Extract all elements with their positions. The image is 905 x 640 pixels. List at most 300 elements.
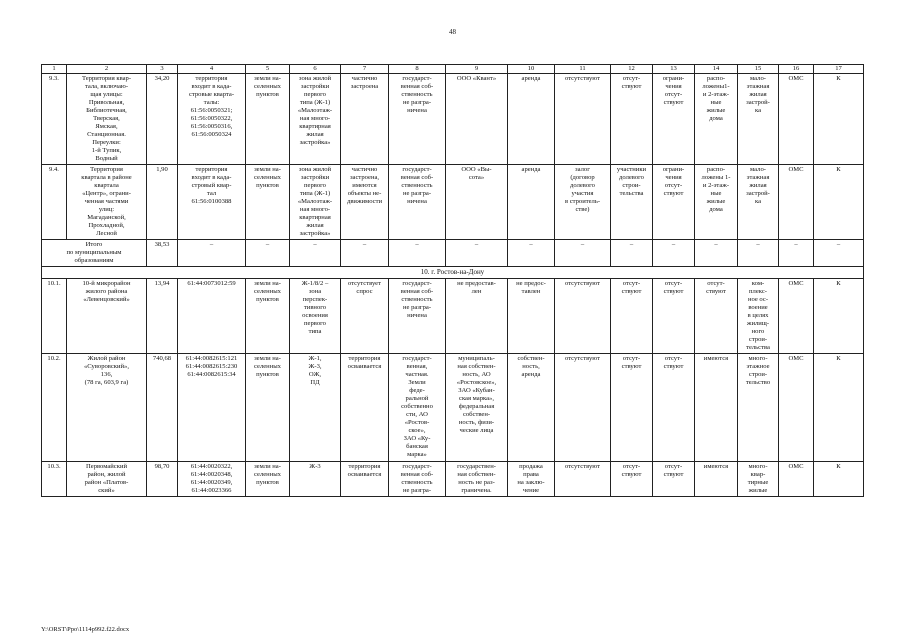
cell-line: квар- [750,470,766,478]
table-cell [446,278,508,353]
cell-line: и 2-этаж- [702,181,730,189]
cell-line: земли на- [254,74,281,82]
table-cell [738,354,779,461]
column-number: 16 [779,65,814,74]
cell-line: по муниципальным [66,249,122,257]
table-cell [508,278,555,353]
cell-line: имеются [703,462,729,470]
cell-line: строи- [748,336,768,344]
cell-line: Ж-1/8/2 – [301,279,329,287]
cell-line: частично [351,74,378,82]
cell-line: зона жилой [298,165,332,173]
table-cell [695,461,738,496]
cell-line: отсут- [664,355,683,363]
cell-line: 10.1. [47,279,61,287]
cell-line: застрой- [746,190,770,198]
table-row [42,354,864,461]
table-cell [147,461,178,496]
cell-line: 61:44:0082615:230 [185,363,238,371]
table-cell [147,278,178,353]
cell-line: тирные [747,478,769,486]
cell-line: 740,68 [152,355,172,363]
table-cell [178,354,246,461]
cell-line: этажное [746,363,770,371]
cell-line: 10-й микрорайон [82,279,131,287]
column-number: 7 [341,65,389,74]
cell-line: ОМС [788,74,804,82]
cell-line: пунктов [256,90,279,98]
cell-line: К [836,165,841,173]
column-number: 2 [67,65,147,74]
cell-line: ная много- [299,114,331,122]
table-cell [508,461,555,496]
cell-line: жилая [306,222,324,230]
cell-line: ское», [408,427,426,435]
cell-line: долевого [619,173,644,181]
table-cell [341,73,389,164]
cell-line: ствуют [706,287,726,295]
table-cell [555,73,611,164]
table-cell [42,278,67,353]
column-number: 11 [555,65,611,74]
cell-line: государст- [402,74,432,82]
cell-line: в строитель- [564,198,601,206]
cell-line: Земли [408,379,426,387]
cell-line: отсутствуют [565,279,600,287]
cell-line: ствуют [621,470,642,478]
table-cell [814,164,864,239]
table-cell [341,461,389,496]
cell-line: Привольная, [88,98,125,106]
cell-line: ОМС [788,462,804,470]
cell-line: земли на- [254,165,281,173]
cell-line: не разгра- [402,98,432,106]
cell-line: залог [575,165,590,173]
cell-line: квартала в районе [81,173,132,181]
column-number: 14 [695,65,738,74]
table-cell [446,354,508,461]
cell-line: ствуют [621,287,642,295]
dash-cell: – [555,240,611,267]
cell-line: ограни- [662,165,685,173]
cell-line: пунктов [256,295,279,303]
cell-line: не разгра- [402,486,432,494]
cell-line: ческие лица [459,427,494,435]
dash-cell: – [611,240,653,267]
cell-line: ная собствен- [457,363,496,371]
cell-line: лен [471,287,482,295]
cell-line: ствуют [663,287,684,295]
table-cell [611,73,653,164]
cell-line: район «Платов- [84,478,129,486]
cell-line: Водный [95,154,118,162]
cell-line: ская марка», [459,395,494,403]
cell-line: венная соб- [400,470,434,478]
table-cell [341,164,389,239]
cell-line: тельства [619,190,644,198]
cell-line: жилого района [85,287,128,295]
cell-line: застройка» [299,230,331,238]
table-cell [246,354,290,461]
cell-line: чение [522,486,540,494]
cell-line: тивного [303,303,327,311]
cell-line: «Центр», ограни- [82,190,131,198]
cell-line: ность, [522,363,540,371]
cell-line: Магаданской, [87,214,126,222]
cell-line: плекс- [749,287,767,295]
cell-line: застроена [350,82,379,90]
cell-line: К [836,355,841,363]
cell-line: участники [616,165,647,173]
cell-line: отсутствуют [565,74,600,82]
cell-line: застрой- [746,98,770,106]
cell-line: улиц: [98,206,115,214]
column-number-row [42,65,864,74]
table-cell [290,354,341,461]
cell-line: 61:44:0073012:59 [187,279,236,287]
cell-line: 61:44:0020322, [190,462,233,470]
table-cell [653,461,695,496]
table-cell [653,354,695,461]
cell-line: распо- [706,165,726,173]
cell-line: 98,70 [154,462,170,470]
cell-line: ность не раз- [458,478,495,486]
cell-line: ограни- [662,74,685,82]
column-number: 15 [738,65,779,74]
cell-line: ПД [310,379,320,387]
table-cell [341,354,389,461]
table-cell [611,164,653,239]
cell-line: отсут- [664,279,683,287]
cell-line: ственность [401,90,433,98]
table-cell [246,461,290,496]
cell-line: не разгра- [402,303,432,311]
table-cell [246,278,290,353]
cell-line: ствуют [621,363,642,371]
cell-line: долевого [570,181,595,189]
table-cell [508,73,555,164]
cell-line: отсут- [664,462,683,470]
column-number: 3 [147,65,178,74]
cell-line: тельства [746,344,770,352]
cell-line: селенных [254,173,281,181]
cell-line: ные [710,190,722,198]
cell-line: граничена. [461,486,492,494]
cell-line: Прохладной, [88,222,125,230]
cell-line: Первомайский [86,462,127,470]
cell-line: феде- [409,387,425,395]
cell-line: собственно [401,403,433,411]
cell-line: ложены 1- [701,173,731,181]
cell-line: ность, АО [462,371,491,379]
table-cell [290,461,341,496]
cell-line: Территория [90,165,123,173]
table-cell [555,278,611,353]
cell-line: воение [748,303,768,311]
table-cell [389,354,446,461]
cell-line: Ямская, [95,122,118,130]
cell-line: типа (Ж-1) [299,190,331,198]
table-row [42,164,864,239]
table-cell [147,164,178,239]
cell-line: территория [195,165,228,173]
cell-line: 10.3. [47,462,61,470]
cell-line: ский» [98,486,115,494]
cell-line: пунктов [256,181,279,189]
cell-line: ствуют [663,190,684,198]
cell-line: строи- [748,371,768,379]
cell-line: венная соб- [400,173,434,181]
cell-line: отсут- [622,279,641,287]
cell-line: 61:56:0050321; [190,106,233,114]
table-cell [814,73,864,164]
cell-line: государствен- [457,462,496,470]
cell-line: 61:44:0020349, [190,478,233,486]
cell-line: селенных [254,470,281,478]
cell-line: первого [304,319,326,327]
cell-line: ничена [407,106,427,114]
table-cell [779,354,814,461]
cell-line: сти, АО [406,411,428,419]
total-row [42,240,864,267]
table-cell [67,278,147,353]
cell-line: ственность [401,478,433,486]
cell-line: Территория квар- [81,74,132,82]
cell-line: жилые [706,198,726,206]
cell-line: зона жилой [298,74,332,82]
cell-line: отсут- [622,462,641,470]
cell-line: венная, [406,363,428,371]
cell-line: осваивается [347,363,382,371]
column-number: 12 [611,65,653,74]
dash-cell: – [246,240,290,267]
table-cell [555,461,611,496]
cell-line: территория [348,355,381,363]
cell-line: квартала [94,181,119,189]
cell-line: 61:44:0082615:121 [185,355,238,363]
cell-line: 9.4. [49,165,59,173]
cell-line: сота» [468,173,485,181]
table-cell [611,461,653,496]
page-number: 48 [449,28,456,36]
cell-line: дома [709,206,723,214]
cell-line: ком- [751,279,765,287]
cell-line: жилищ- [746,319,770,327]
cell-line: район, жилой [87,470,126,478]
cell-line: 34,20 [154,74,170,82]
cell-line: территория [195,74,228,82]
cell-line: ственность [401,181,433,189]
cell-line: ложены1- [702,82,730,90]
cell-line: 136, [100,371,113,379]
table-row [42,278,864,353]
table-cell [814,278,864,353]
table-cell [779,278,814,353]
cell-line: 61:44:0082615:34 [187,371,236,379]
cell-line: жилые [748,486,768,494]
dash-cell: – [695,240,738,267]
cell-line: тал [206,190,217,198]
cell-line: отсутствуют [565,355,600,363]
table-cell [389,461,446,496]
cell-line: 61:56:0100388 [191,198,232,206]
cell-line: государст- [402,462,432,470]
column-number: 17 [814,65,864,74]
table-cell [814,354,864,461]
cell-line: ствуют [663,363,684,371]
cell-line: этажная [746,173,770,181]
table-cell [67,461,147,496]
cell-line: государст- [402,279,432,287]
cell-line: ченная частями [84,198,129,206]
cell-line: ЗАО «Кубан- [458,387,495,395]
cell-line: ОЖ, [308,371,322,379]
table-cell [446,164,508,239]
cell-line: государст- [402,165,432,173]
cell-line: «Левенцовский» [83,295,130,303]
cell-line: банская [406,443,428,451]
cell-line: входит в када- [191,173,232,181]
column-number: 1 [42,65,67,74]
cell-line: Ж-3 [309,462,321,470]
cell-line: Жилой район [87,355,126,363]
cell-line: много- [748,462,768,470]
cell-line: участия [571,190,594,198]
cell-line: пунктов [256,371,279,379]
cell-line: венная соб- [400,82,434,90]
table-cell [178,73,246,164]
cell-line: (78 га, 603,9 га) [84,379,129,387]
table-cell [67,354,147,461]
table-cell [341,278,389,353]
column-number: 9 [446,65,508,74]
table-row [42,461,864,496]
column-number: 10 [508,65,555,74]
cell-line: К [836,74,841,82]
cell-line: ственность [401,295,433,303]
cell-line: 61:44:0023366 [191,486,232,494]
cell-line: ствуют [663,470,684,478]
table-cell [42,461,67,496]
table-cell [446,73,508,164]
cell-line: щая улицы: [90,90,123,98]
table-cell [67,164,147,239]
cell-line: ничена [407,198,427,206]
table-cell [653,73,695,164]
cell-line: отсутствует [348,279,381,287]
cell-line: ного [751,328,765,336]
table-cell [611,354,653,461]
cell-line: жилые [706,106,726,114]
cell-line: «Ростов- [404,419,430,427]
section-row [42,267,864,279]
cell-line: ствуют [663,98,684,106]
cell-line: ная собствен- [457,470,496,478]
cell-line: государст- [402,355,432,363]
cell-line: 61:56:0050324 [191,130,232,138]
cell-line: аренда [521,74,541,82]
cell-line: собствен- [462,411,491,419]
cell-line: чения [665,173,682,181]
table-cell [695,164,738,239]
cell-line: частично [351,165,378,173]
cell-line: образованиям [74,257,114,265]
table-cell [779,164,814,239]
cell-line: застройка» [299,138,331,146]
cell-line: Лесной [96,230,117,238]
cell-line: стровый квар- [191,181,232,189]
table-cell [290,164,341,239]
table-cell [814,461,864,496]
column-number: 5 [246,65,290,74]
dash-cell: – [389,240,446,267]
table-cell [695,354,738,461]
cell-line: ные [710,98,722,106]
cell-line: тельство [745,379,771,387]
column-number: 6 [290,65,341,74]
cell-line: ствуют [621,82,642,90]
table-cell [389,73,446,164]
dash-cell: – [779,240,814,267]
cell-line: аренда [521,371,541,379]
cell-line: Ж-3, [308,363,322,371]
cell-line: строи- [622,181,641,189]
cell-line: на заклю- [517,478,545,486]
cell-line: Станционная. [87,130,126,138]
dash-cell: – [290,240,341,267]
cell-line: земли на- [254,462,281,470]
cell-line: первого [304,90,326,98]
cell-line: стровые кварта- [188,90,235,98]
cell-line: земли на- [254,355,281,363]
cell-line: Ж-1, [308,355,322,363]
cell-line: собствен- [517,355,545,363]
cell-line: отсут- [622,355,641,363]
cell-line: этажная [746,82,770,90]
table-cell [779,461,814,496]
cell-line: отсут- [707,279,725,287]
cell-line: 9.3. [49,74,59,82]
cell-line: 1-й Тупик, [91,146,122,154]
column-number: 8 [389,65,446,74]
cell-line: федеральная [458,403,495,411]
table-cell [738,461,779,496]
cell-line: тала, включаю- [84,82,129,90]
cell-line: ное ос- [747,295,769,303]
table-row [42,73,864,164]
cell-line: типа (Ж-1) [299,98,331,106]
dash-cell: – [508,240,555,267]
cell-line: распо- [706,74,726,82]
cell-line: ООО «Вы- [461,165,492,173]
cell-line: не разгра- [402,190,432,198]
cell-line: ральной [405,395,429,403]
cell-line: венная соб- [400,287,434,295]
table-cell [611,278,653,353]
cell-line: пунктов [256,478,279,486]
table-cell [555,354,611,461]
table-cell [695,73,738,164]
cell-line: 10.2. [47,355,61,363]
cell-line: Библиотечная, [86,106,127,114]
cell-line: ОМС [788,355,804,363]
cell-line: ничена [407,311,427,319]
cell-line: 1,90 [156,165,168,173]
cell-line: 61:56:0050316, [190,122,233,130]
total-label [42,240,147,267]
cell-line: селенных [254,82,281,90]
cell-line: мало- [750,74,766,82]
